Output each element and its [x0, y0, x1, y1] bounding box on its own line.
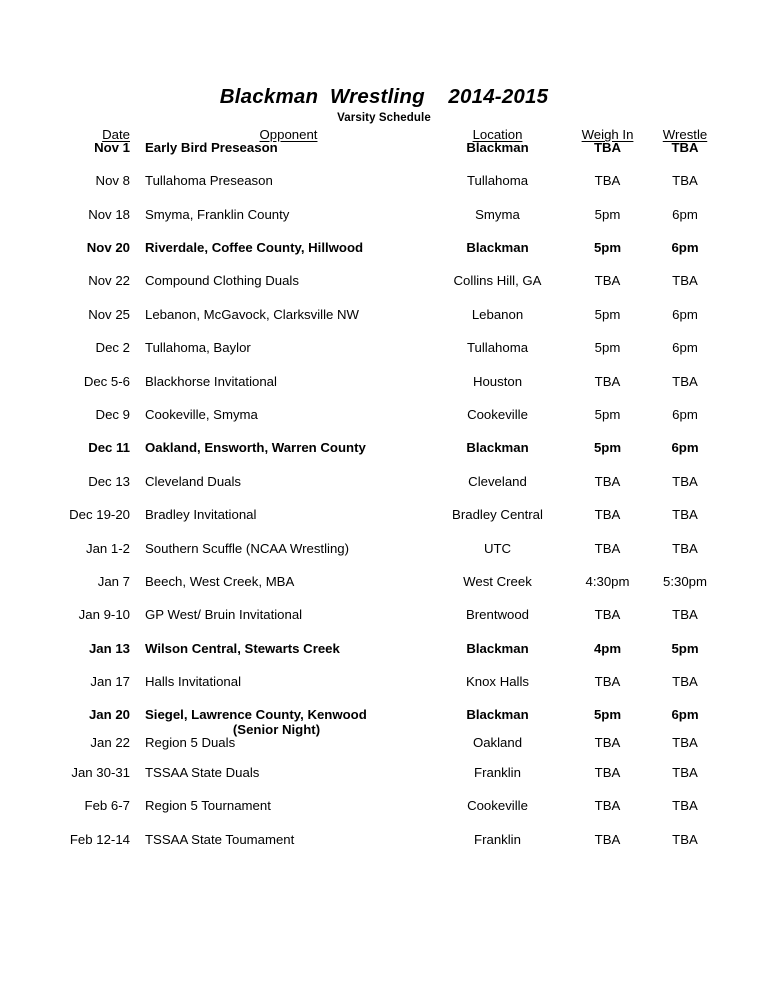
cell-location: Oakland [472, 734, 523, 750]
cell-date: Dec 9 [95, 406, 130, 422]
cell-weigh-in: TBA [594, 473, 621, 489]
cell-wrestle: TBA [672, 507, 698, 523]
cell-opponent: Smyma, Franklin County [145, 206, 290, 222]
cell-location: UTC [483, 540, 512, 556]
column-header-weigh-in: Weigh In [581, 127, 634, 142]
cell-opponent: Tullahoma, Baylor [145, 340, 251, 356]
cell-weigh-in: 5pm [594, 406, 621, 422]
cell-weigh-in: TBA [594, 734, 621, 750]
cell-spacer [720, 208, 768, 241]
cell-weigh-in: TBA [594, 798, 621, 814]
cell-weigh-in: TBA [594, 607, 621, 623]
cell-location: Knox Halls [465, 674, 530, 690]
cell-wrestle: TBA [672, 173, 698, 189]
cell-wrestle: TBA [672, 373, 698, 389]
page-subtitle: Varsity Schedule [337, 112, 431, 124]
table-row [0, 542, 768, 575]
table-row [0, 274, 768, 307]
cell-spacer [720, 141, 768, 174]
cell-weigh-in: 5pm [593, 239, 622, 255]
cell-date: Nov 1 [94, 140, 130, 156]
cell-wrestle: 6pm [672, 340, 698, 356]
cell-wrestle: TBA [672, 831, 698, 847]
column-header-opponent: Opponent [259, 127, 318, 142]
cell-opponent: Bradley Invitational [145, 507, 257, 523]
cell-weigh-in: 5pm [593, 440, 622, 456]
cell-location: Tullahoma [466, 340, 529, 356]
schedule-table [0, 128, 768, 866]
column-header-location: Location [472, 127, 523, 142]
cell-wrestle: TBA [672, 798, 698, 814]
cell-opponent: Region 5 Tournament [145, 798, 271, 814]
cell-weigh-in: 5pm [594, 306, 621, 322]
cell-location: Cookeville [467, 798, 528, 814]
cell-date: Jan 9-10 [78, 607, 130, 623]
cell-date: Nov 18 [88, 206, 130, 222]
cell-weigh-in: 4:30pm [585, 573, 630, 589]
cell-date: Feb 6-7 [84, 798, 130, 814]
cell-location: Tullahoma [466, 173, 529, 189]
cell-location: Franklin [474, 764, 521, 780]
cell-weigh-in: TBA [594, 831, 621, 847]
cell-spacer [720, 608, 768, 641]
cell-spacer [720, 675, 768, 708]
cell-wrestle: TBA [672, 607, 698, 623]
cell-opponent: Halls Invitational [145, 674, 242, 690]
cell-opponent: Compound Clothing Duals [145, 273, 299, 289]
cell-location: Brentwood [465, 607, 530, 623]
opponent-subline: (Senior Night) [232, 721, 321, 737]
column-header-spacer [720, 128, 768, 141]
cell-wrestle: TBA [672, 273, 698, 289]
cell-location: Bradley Central [452, 507, 543, 523]
cell-date: Dec 11 [88, 440, 130, 456]
table-row [0, 766, 768, 799]
table-row [0, 708, 768, 735]
cell-weigh-in: TBA [594, 173, 621, 189]
cell-weigh-in: TBA [594, 540, 621, 556]
table-row [0, 375, 768, 408]
cell-spacer [720, 241, 768, 274]
cell-opponent: Riverdale, Coffee County, Hillwood [145, 239, 364, 255]
cell-spacer [720, 799, 768, 832]
cell-spacer [720, 766, 768, 799]
cell-location: West Creek [463, 573, 532, 589]
table-body [0, 141, 768, 866]
cell-opponent: Oakland, Ensworth, Warren County [145, 440, 366, 456]
cell-weigh-in: 5pm [593, 707, 622, 723]
table-row [0, 475, 768, 508]
cell-spacer [720, 375, 768, 408]
cell-location: Cookeville [467, 406, 528, 422]
cell-location: Collins Hill, GA [453, 273, 542, 289]
cell-wrestle: TBA [672, 540, 698, 556]
cell-spacer [720, 475, 768, 508]
table-row [0, 675, 768, 708]
table-row [0, 341, 768, 374]
cell-opponent: Beech, West Creek, MBA [145, 573, 295, 589]
cell-wrestle: 5pm [671, 640, 699, 656]
cell-wrestle: TBA [672, 674, 698, 690]
cell-wrestle: TBA [672, 473, 698, 489]
cell-date: Jan 20 [88, 707, 130, 723]
cell-location: Blackman [466, 707, 529, 723]
cell-spacer [720, 408, 768, 441]
cell-date: Nov 25 [88, 306, 130, 322]
cell-weigh-in: 4pm [593, 640, 622, 656]
cell-wrestle: 6pm [671, 239, 699, 255]
cell-location: Franklin [474, 831, 521, 847]
cell-opponent: Wilson Central, Stewarts Creek [145, 640, 340, 656]
table-row [0, 141, 768, 174]
cell-date: Feb 12-14 [69, 831, 130, 847]
cell-weigh-in: TBA [594, 507, 621, 523]
cell-opponent: Siegel, Lawrence County, Kenwood (Senior Night) [145, 708, 430, 735]
cell-opponent: Cookeville, Smyma [145, 406, 258, 422]
cell-location: Lebanon [471, 306, 524, 322]
title-block [0, 86, 768, 108]
table-row [0, 508, 768, 541]
table-row [0, 174, 768, 207]
cell-weigh-in: TBA [594, 764, 621, 780]
cell-date: Jan 22 [90, 734, 130, 750]
cell-date: Jan 30-31 [71, 764, 130, 780]
cell-location: Blackman [466, 440, 529, 456]
cell-wrestle: 6pm [672, 406, 698, 422]
cell-date: Dec 5-6 [83, 373, 130, 389]
cell-weigh-in: 5pm [594, 206, 621, 222]
cell-date: Jan 13 [88, 640, 130, 656]
cell-opponent: Lebanon, McGavock, Clarksville NW [145, 306, 360, 322]
cell-weigh-in: 5pm [594, 340, 621, 356]
cell-date: Nov 20 [86, 239, 130, 255]
cell-opponent: TSSAA State Toumament [145, 831, 295, 847]
cell-weigh-in: TBA [593, 140, 622, 156]
cell-wrestle: TBA [672, 764, 698, 780]
cell-spacer [720, 508, 768, 541]
table-row [0, 308, 768, 341]
cell-opponent: Region 5 Duals [145, 734, 236, 750]
cell-location: Smyma [475, 206, 520, 222]
cell-opponent: Early Bird Preseason [145, 140, 278, 156]
cell-spacer [720, 575, 768, 608]
column-header-wrestle: Wrestle [662, 127, 708, 142]
cell-date: Dec 13 [88, 473, 130, 489]
cell-date: Dec 19-20 [69, 507, 130, 523]
cell-location: Houston [472, 373, 523, 389]
cell-location: Blackman [466, 140, 529, 156]
table-row [0, 208, 768, 241]
cell-date: Nov 22 [88, 273, 130, 289]
cell-date: Dec 2 [95, 340, 130, 356]
table-row [0, 241, 768, 274]
cell-spacer [720, 736, 768, 766]
cell-opponent: TSSAA State Duals [145, 764, 260, 780]
table-row [0, 575, 768, 608]
cell-spacer [720, 174, 768, 207]
cell-wrestle: 5:30pm [663, 573, 707, 589]
cell-opponent: Tullahoma Preseason [145, 173, 273, 189]
cell-wrestle: 6pm [672, 206, 698, 222]
cell-spacer [720, 274, 768, 307]
page-title: Blackman Wrestling 2014-2015 [219, 85, 549, 108]
cell-weigh-in: TBA [594, 373, 621, 389]
cell-weigh-in: TBA [594, 273, 621, 289]
cell-spacer [720, 308, 768, 341]
table-row [0, 833, 768, 866]
cell-wrestle: 6pm [672, 306, 698, 322]
table-row [0, 441, 768, 474]
cell-location: Blackman [466, 640, 529, 656]
cell-opponent: Southern Scuffle (NCAA Wrestling) [145, 540, 350, 556]
cell-location: Cleveland [468, 473, 527, 489]
cell-date: Jan 1-2 [86, 540, 130, 556]
cell-date: Jan 7 [97, 573, 130, 589]
cell-spacer [720, 708, 768, 735]
table-row [0, 799, 768, 832]
cell-weigh-in: TBA [594, 674, 621, 690]
cell-location: Blackman [466, 239, 529, 255]
cell-spacer [720, 833, 768, 866]
cell-wrestle: TBA [672, 734, 698, 750]
cell-spacer [720, 542, 768, 575]
cell-opponent: GP West/ Bruin Invitational [145, 607, 303, 623]
cell-spacer [720, 642, 768, 675]
cell-date: Nov 8 [95, 173, 130, 189]
table-row [0, 408, 768, 441]
cell-date: Jan 17 [90, 674, 130, 690]
cell-opponent: Cleveland Duals [145, 473, 242, 489]
table-row [0, 736, 768, 766]
cell-wrestle: 6pm [671, 707, 699, 723]
table-row [0, 608, 768, 641]
table-row [0, 642, 768, 675]
cell-opponent: Blackhorse Invitational [145, 373, 277, 389]
cell-wrestle: 6pm [671, 440, 699, 456]
cell-spacer [720, 441, 768, 474]
cell-spacer [720, 341, 768, 374]
column-header-date: Date [102, 127, 130, 142]
cell-wrestle: TBA [671, 140, 699, 156]
